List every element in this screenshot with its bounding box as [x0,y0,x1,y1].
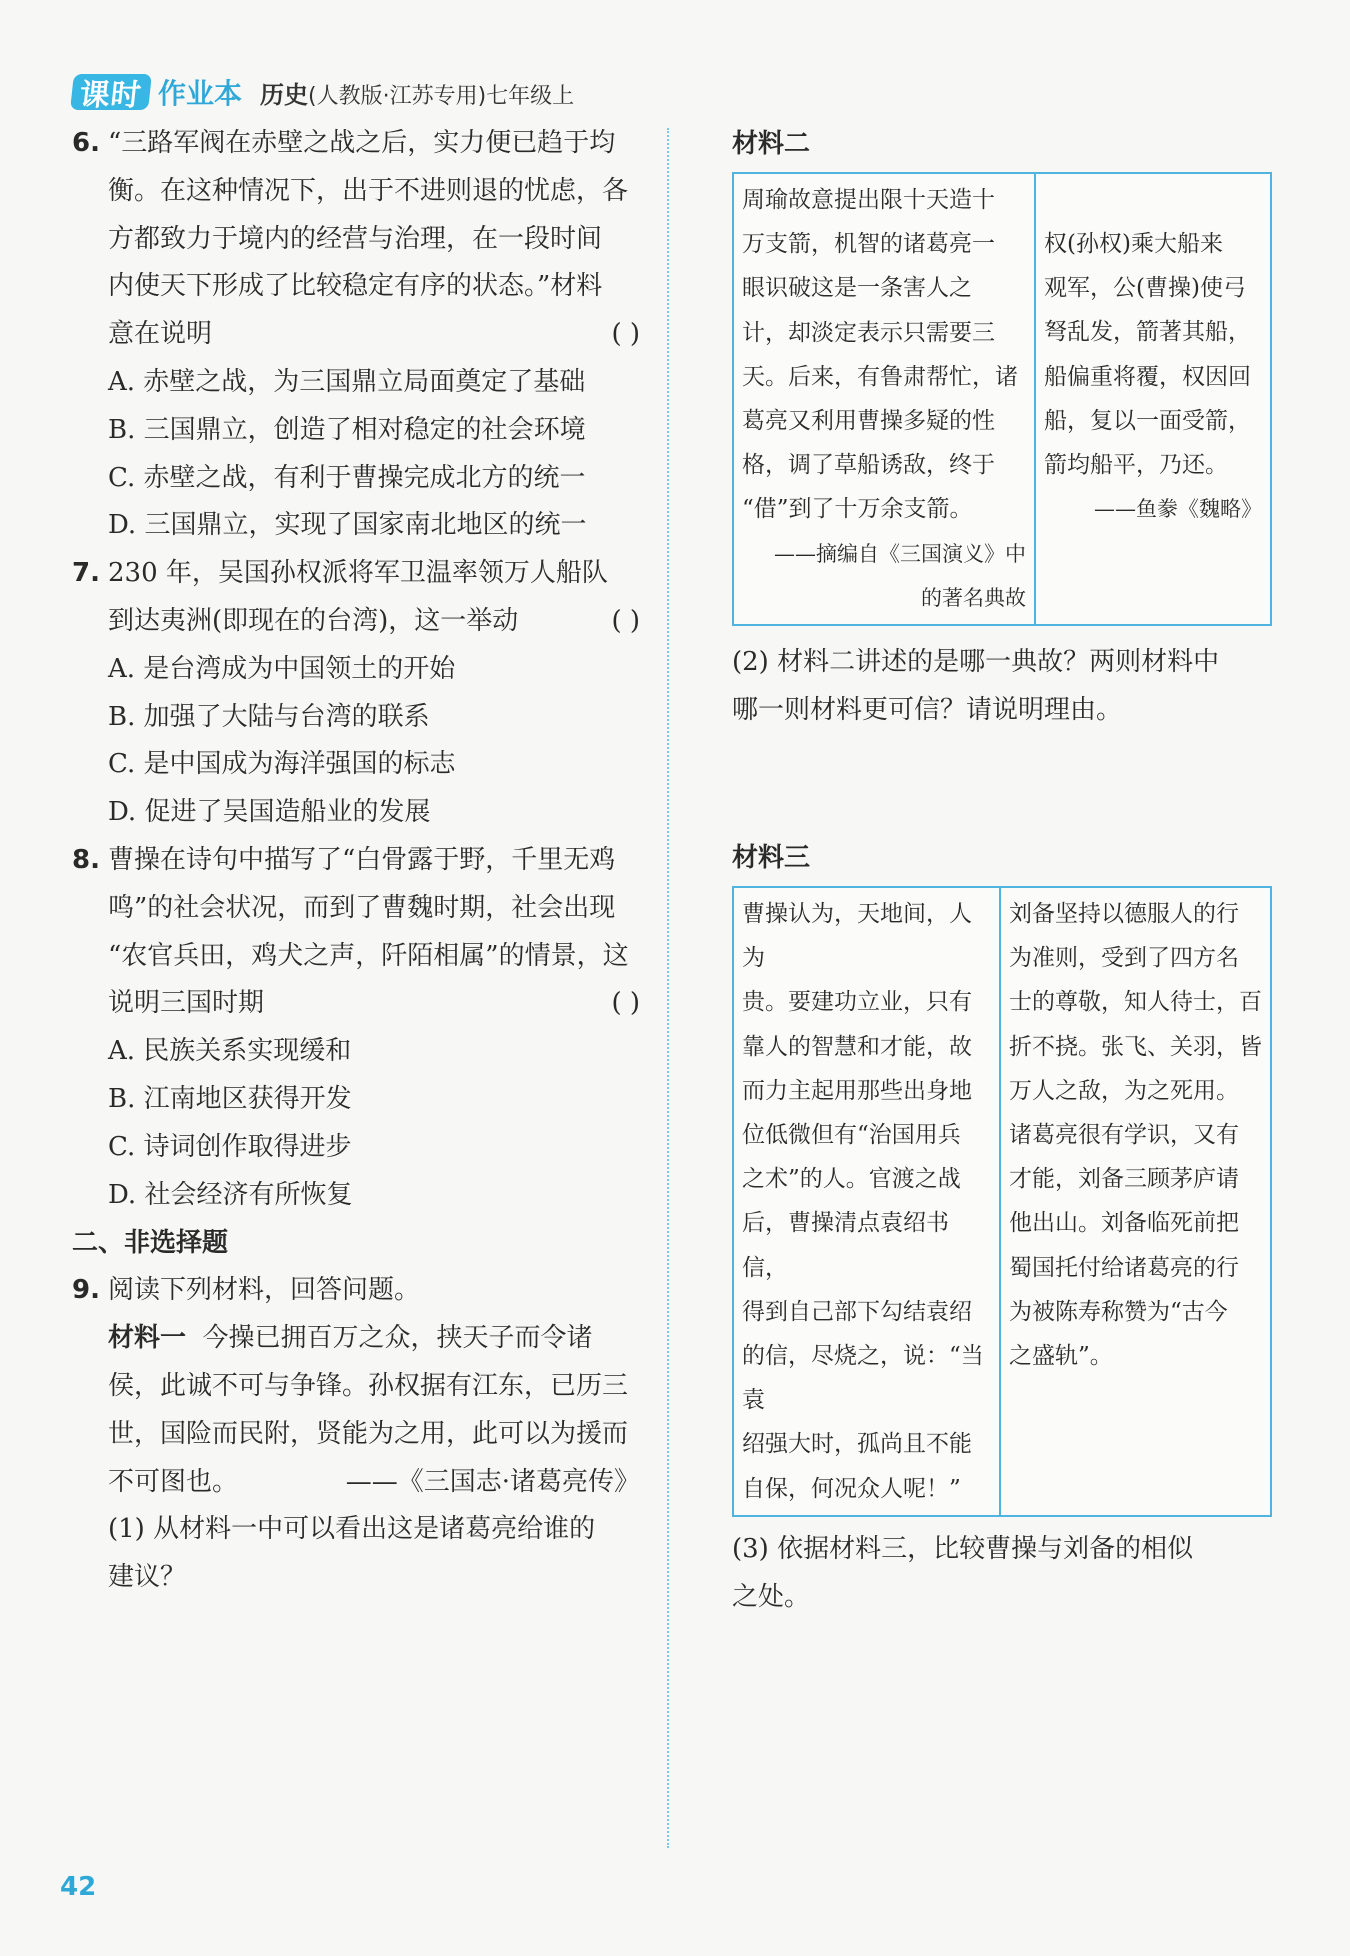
material-2-box [732,172,1272,626]
page-number: 42 [60,1872,97,1902]
question-9 [72,1267,644,1602]
material-1-text: 侯，此诚不可与争锋。孙权据有江东，已历三 [108,1370,629,1401]
option-c[interactable]: C. 诗词创作取得进步 [108,1131,352,1162]
material-source: ——鱼豢《魏略》 [1094,497,1262,522]
question-text: 7. 230 年，吴国孙权派将军卫温率领万人船队 [72,550,644,598]
question-text: 9. 阅读下列材料，回答问题。 [72,1267,644,1315]
option-b[interactable]: B. 三国鼎立，创造了相对稳定的社会环境 [108,414,586,445]
question-number: 6. [72,128,100,158]
answer-blank[interactable]: ( ) [611,988,640,1019]
material-source: ——摘编自《三国演义》中 [774,541,1026,566]
question-8 [72,837,644,1219]
material-1-text: 材料一 今操已拥百万之众，挟天子而令诸 [108,1323,593,1354]
option-c[interactable]: C. 赤壁之战，有利于曹操完成北方的统一 [108,462,586,493]
material-3-right: 刘备坚持以德服人的行 为准则，受到了四方名 士的尊敬，知人待士，百 折不挠。张飞、关羽，皆 万人之敌，为之死用。 诸葛亮很有学识，又有 才能，刘备三顾茅庐请 他出山。刘备临死前把 蜀国托付给诸葛亮的行 为被陈寿称赞为“古今 之盛轨”。 [999,888,1270,1515]
option-b[interactable]: B. 江南地区获得开发 [108,1083,352,1114]
option-c[interactable]: C. 是中国成为海洋强国的标志 [108,749,456,780]
sub-question-1: 建议？ [108,1562,187,1593]
question-text: 到达夷洲(即现在的台湾)，这一举动 ( ) [72,598,644,646]
answer-blank[interactable]: ( ) [611,605,640,636]
sub-question-2: (2) 材料二讲述的是哪一典故？两则材料中 哪一则材料更可信？请说明理由。 [732,647,1220,726]
subject-name: 历史 [260,80,309,109]
option-d[interactable]: D. 三国鼎立，实现了国家南北地区的统一 [108,510,587,541]
column-divider [667,128,669,1848]
question-number: 9. [72,1275,100,1306]
material-label: 材料一 [108,1323,187,1354]
brand-suffix: 作业本 [158,77,243,110]
option-b[interactable]: B. 加强了大陆与台湾的联系 [108,701,430,732]
subject-edition: (人教版·江苏专用)七年级上 [308,83,575,109]
right-column [732,120,1272,1621]
material-source: 的著名典故 [921,585,1026,610]
left-column [72,120,644,1602]
section-heading: 二、非选择题 [72,1228,229,1259]
option-a[interactable]: A. 赤壁之战，为三国鼎立局面奠定了基础 [108,366,586,397]
question-text: 说明三国时期 ( ) [72,980,644,1028]
brand-logo: 课时 [70,74,152,110]
option-d[interactable]: D. 促进了吴国造船业的发展 [108,797,431,828]
answer-blank[interactable]: ( ) [611,319,640,350]
question-7 [72,550,644,837]
material-3-left: 曹操认为，天地间，人为 贵。要建功立业，只有 靠人的智慧和才能，故 而力主起用那些出身地 位低微但有“治国用兵 之术”的人。官渡之战 后，曹操清点袁绍书信， 得到自己部下勾结袁绍 的信，尽烧之，说：“当袁 绍强大时，孤尚且不能 自保，何况众人呢！” [742,901,984,1502]
material-2-right: 权(孙权)乘大船来 观军，公(曹操)使弓 弩乱发，箭著其船， 船偏重将覆，权因回 船，复以一面受箭， 箭均船平，乃还。 ——鱼豢《魏略》 [1034,174,1270,624]
question-text: 鸣”的社会状况，而到了曹魏时期，社会出现 [108,892,616,923]
option-a[interactable]: A. 是台湾成为中国领土的开始 [108,653,456,684]
option-d[interactable]: D. 社会经济有所恢复 [108,1179,353,1210]
question-6 [72,120,644,550]
question-text: 方都致力于境内的经营与治理，在一段时间 [108,223,603,254]
sub-question-1: (1) 从材料一中可以看出这是诸葛亮给谁的 [108,1514,596,1545]
sub-question-3: (3) 依据材料三，比较曹操与刘备的相似 之处。 [732,1533,1194,1612]
material-source: ——《三国志·诸葛亮传》 [345,1466,640,1497]
question-text: 6. “三路军阀在赤壁之战之后，实力便已趋于均 [72,120,644,168]
question-text: “农官兵田，鸡犬之声，阡陌相属”的情景，这 [108,940,629,971]
question-text: 内使天下形成了比较稳定有序的状态。”材料 [108,271,603,302]
subject-label [260,75,574,110]
question-text: 8. 曹操在诗句中描写了“白骨露于野，千里无鸡 [72,837,644,885]
material-2-heading: 材料二 [732,129,811,159]
question-number: 8. [72,844,100,875]
material-1-text: 世，国险而民附，贤能为之用，此可以为援而 [108,1418,629,1449]
material-3-box [732,886,1272,1517]
material-1-text: 不可图也。 ——《三国志·诸葛亮传》 [72,1459,644,1507]
material-2-left: 周瑜故意提出限十天造十 万支箭，机智的诸葛亮一 眼识破这是一条害人之 计，却淡定表示只需要三 天。后来，有鲁肃帮忙，诸 葛亮又利用曹操多疑的性 格，调了草船诱敌，终于 “借”到了十万余支箭。 ——摘编自《三国演义》中 的著名典故 [734,174,1034,624]
page-header [72,72,574,112]
question-text: 衡。在这种情况下，出于不进则退的忧虑，各 [108,175,629,206]
option-a[interactable]: A. 民族关系实现缓和 [108,1036,352,1067]
question-text: 意在说明 ( ) [72,311,644,359]
material-3-heading: 材料三 [732,843,811,874]
question-number: 7. [72,558,100,589]
